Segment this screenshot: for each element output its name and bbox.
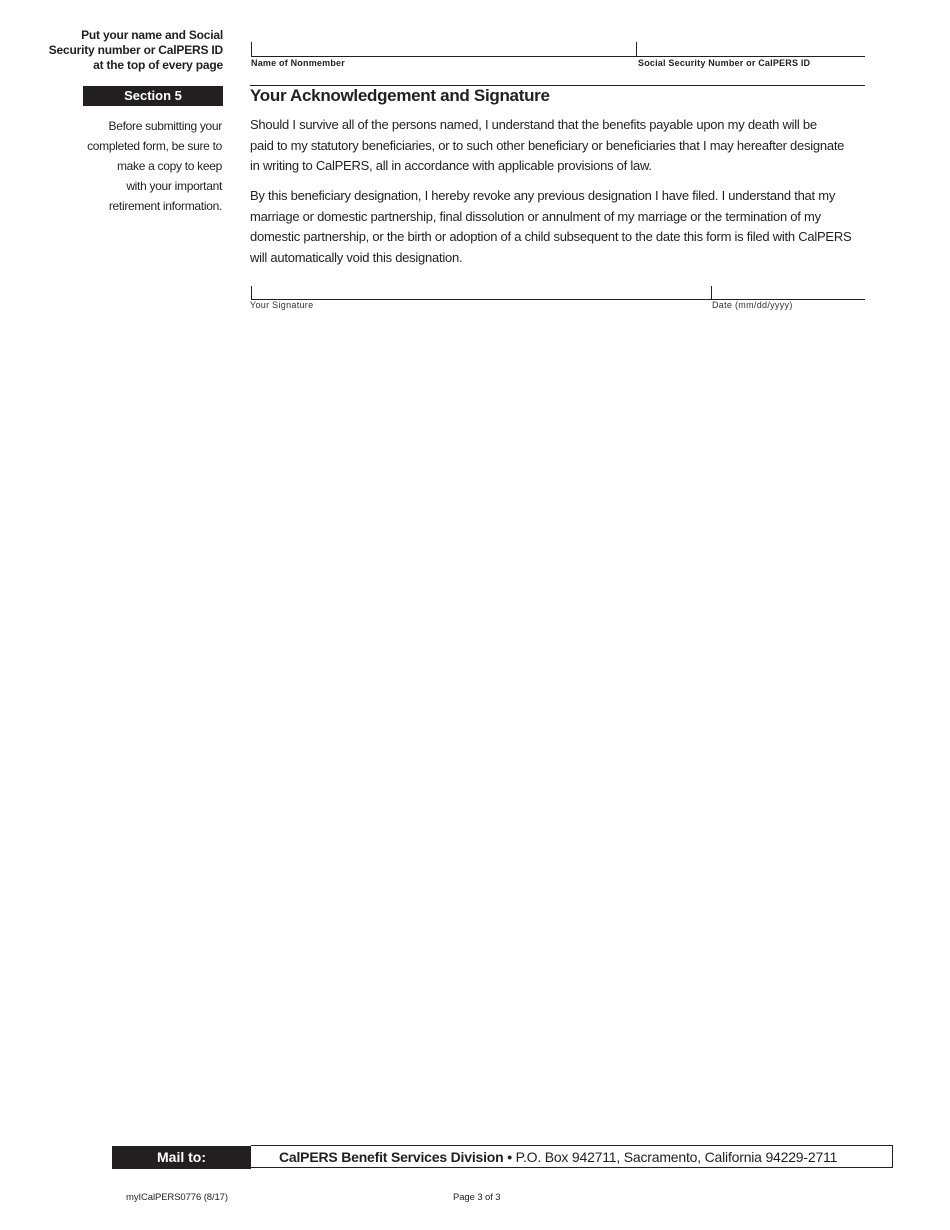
paragraph-line: Should I survive all of the persons named, I understand that the benefits payable upon my death will be [250,117,817,132]
side-note-line: retirement information. [108,199,222,213]
paragraph-line: By this beneficiary designation, I hereby revoke any previous designation I have filed. I understand that my [250,188,836,203]
mail-street-address: P.O. Box 942711, Sacramento, California 94229-2711 [515,1149,838,1165]
page-number: Page 3 of 3 [453,1192,501,1203]
ssn-or-calpers-id-value [636,44,640,58]
side-note-line: Before submitting your [108,119,222,133]
date-label: Date (mm/dd/yyyy) [712,300,793,310]
name-of-nonmember-label: Name of Nonmember [251,58,345,68]
copy-reminder-note [60,116,222,216]
form-identifier: myICalPERS0776 (8/17) [126,1192,228,1203]
side-note-line: with your important [126,179,222,193]
ssn-or-calpers-id-field[interactable] [636,42,865,57]
ssn-or-calpers-id-label: Social Security Number or CalPERS ID [638,58,811,68]
mail-to-tab: Mail to: [112,1146,251,1169]
top-note-line-3: at the top of every page [93,58,223,72]
paragraph-line: in writing to CalPERS, all in accordance with applicable provisions of law. [250,158,652,173]
name-of-nonmember-value [251,44,255,58]
top-note-line-1: Put your name and Social [81,28,223,42]
mail-organization: CalPERS Benefit Services Division [279,1149,504,1165]
section-title: Your Acknowledgement and Signature [250,86,550,105]
paragraph-line: will automatically void this designation. [250,249,463,265]
mail-address [279,1149,837,1165]
paragraph-line: domestic partnership, or the birth or adoption of a child subsequent to the date this form is filed with CalPERS [250,229,852,244]
top-instruction-note [40,28,223,73]
paragraph-line: paid to my statutory beneficiaries, or to such other beneficiary or beneficiaries that I may hereafter designate [250,137,845,153]
revocation-paragraph [250,186,860,268]
survival-acknowledgement-paragraph [250,115,860,177]
side-note-line: completed form, be sure to [87,139,222,153]
name-of-nonmember-field[interactable] [251,42,636,57]
mail-bullet: • [507,1149,512,1165]
signature-label: Your Signature [250,300,314,310]
paragraph-line: marriage or domestic partnership, final dissolution or annulment of my marriage or the termination of my [250,208,821,224]
date-field[interactable] [711,286,865,300]
signature-field[interactable] [251,286,711,300]
section-5-tab: Section 5 [83,86,223,106]
side-note-line: make a copy to keep [116,159,222,173]
top-note-line-2: Security number or CalPERS ID [48,43,223,57]
